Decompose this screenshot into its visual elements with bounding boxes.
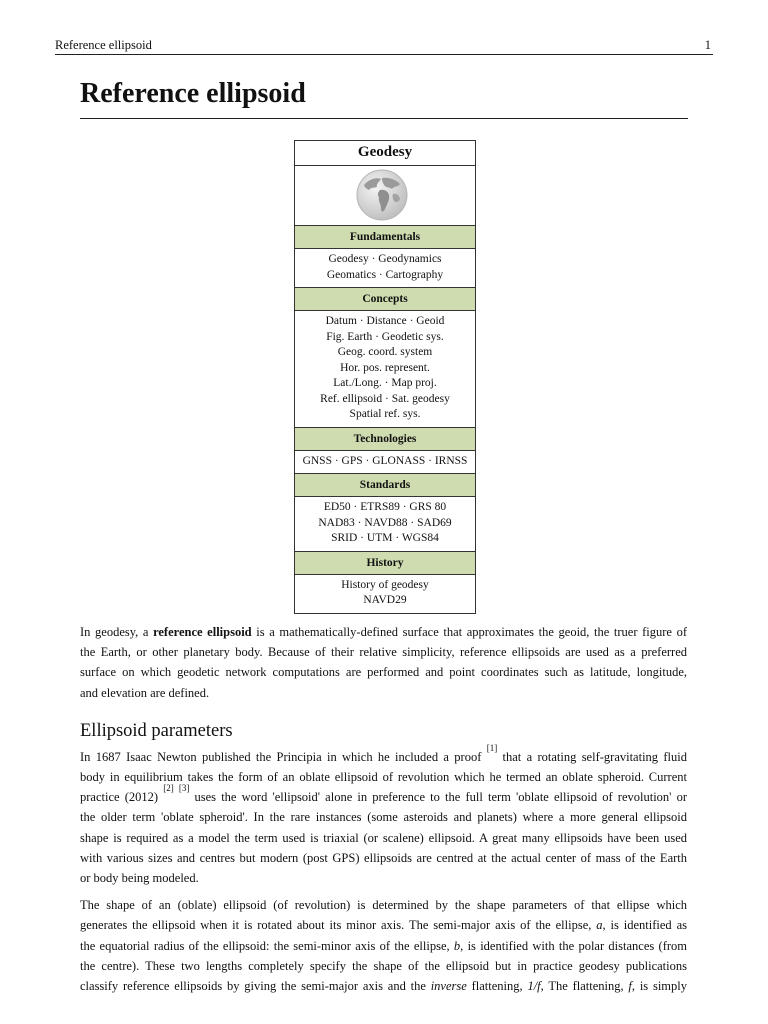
text-line (80, 915, 687, 935)
text-line: shape is required as a model the term used is triaxial (or scalene) ellipsoid. A great many ellipsoids have been used (80, 830, 687, 845)
text-run: flattening, (466, 979, 528, 994)
infobox-section-heading-technologies: Technologies (295, 428, 475, 451)
text-run: , The flattening, (540, 979, 629, 994)
paragraph (80, 742, 687, 888)
page-number: 1 (704, 38, 711, 52)
text-run: uses the word 'ellipsoid' alone in preference to the full term 'oblate ellipsoid of revolution' or (189, 790, 687, 805)
infobox-line[interactable]: Datum · Distance · Geoid (325, 315, 445, 327)
text-run: classify reference ellipsoids by giving the semi-major axis and the (80, 979, 431, 994)
infobox-section-body-technologies (295, 451, 475, 475)
text-run: , is identified as (602, 918, 687, 933)
citation-link[interactable]: [3] (178, 783, 190, 794)
text-line (80, 936, 687, 956)
infobox-line[interactable]: ED50 · ETRS89 · GRS 80 (323, 501, 447, 513)
paragraph (80, 895, 687, 996)
text-line: body in equilibrium takes the form of an oblate ellipsoid of revolution which he termed an oblate spheroid. Current (80, 770, 687, 785)
infobox-title: Geodesy (295, 141, 475, 166)
running-head (55, 38, 713, 55)
article-body (80, 622, 687, 1003)
geodesy-infobox (294, 140, 476, 614)
text-run: In geodesy, a (80, 625, 154, 639)
running-head-title: Reference ellipsoid (55, 38, 152, 52)
infobox-line[interactable]: Ref. ellipsoid · Sat. geodesy (320, 392, 450, 405)
text-line: or body being modeled. (80, 871, 199, 886)
text-run: , is identified with the polar distances (from (460, 938, 687, 953)
infobox-line[interactable]: GNSS · GPS · GLONASS · IRNSS (302, 454, 468, 467)
text-line: The shape of an (oblate) ellipsoid (of revolution) is determined by the shape parameters of that ellipse which (80, 898, 687, 913)
math-variable: f (628, 979, 632, 994)
section-heading: Ellipsoid parameters (80, 720, 233, 741)
math-variable: b (453, 938, 461, 953)
infobox-section-body-history (295, 575, 475, 613)
infobox-line[interactable]: Lat./Long. · Map proj. (333, 377, 437, 389)
infobox-line[interactable]: Hor. pos. represent. (340, 361, 430, 374)
infobox-line[interactable]: Fig. Earth · Geodetic sys. (326, 330, 444, 343)
infobox-section-body-fundamentals (295, 249, 475, 288)
text-line: and elevation are defined. (80, 685, 210, 700)
text-line (80, 742, 687, 767)
text-run: generates the ellipsoid when it is rotated about its minor axis. The semi-major axis of the ellipse, (80, 918, 597, 933)
infobox-line[interactable]: Geodesy · Geodynamics (328, 253, 442, 265)
infobox-line[interactable]: Geog. coord. system (337, 346, 433, 358)
infobox-line[interactable]: Geomatics · Cartography (326, 268, 444, 281)
infobox-section-heading-concepts: Concepts (295, 288, 475, 311)
infobox-line[interactable]: History of geodesy (341, 578, 429, 591)
math-variable: a (596, 918, 603, 933)
page-title: Reference ellipsoid (80, 78, 688, 119)
text-line (80, 976, 687, 996)
globe-icon (355, 168, 409, 222)
citation-link[interactable]: [2] (163, 783, 174, 794)
infobox-image (295, 166, 475, 226)
text-run: is a mathematically-defined surface that approximates the geoid, the truer figure of (251, 625, 687, 639)
math-variable: 1/f (527, 979, 541, 994)
citation-link[interactable]: [1] (486, 742, 498, 753)
text-run: that a rotating self-gravitating fluid (497, 749, 687, 764)
infobox-line[interactable]: NAD83 · NAVD88 · SAD69 (318, 516, 452, 529)
text-line: with various sizes and centres but modern (post GPS) ellipsoids are centred at the actual center of mass of the Earth (80, 850, 687, 865)
infobox-section-heading-fundamentals: Fundamentals (295, 226, 475, 249)
infobox-section-body-concepts (295, 311, 475, 428)
intro-paragraph (80, 622, 687, 703)
text-run: , is simply (631, 979, 688, 994)
text-line: the older term 'oblate spheroid'. In the rare instances (some asteroids and planets) where a more general ellipsoid (80, 810, 687, 825)
bold-term: reference ellipsoid (153, 625, 252, 639)
text-run: In 1687 Isaac Newton published the Principia in which he included a proof (80, 749, 487, 764)
infobox-section-heading-standards: Standards (295, 474, 475, 497)
infobox-section-heading-history: History (295, 552, 475, 575)
text-run: the equatorial radius of the ellipsoid: the semi-minor axis of the ellipse, (80, 938, 454, 953)
infobox-line[interactable]: NAVD29 (363, 594, 407, 606)
text-line: surface on which geodetic network computations are performed and point coordinates such as latitude, longitude, (80, 665, 687, 680)
text-run: practice (2012) (80, 790, 164, 805)
text-line (80, 622, 687, 642)
emphasis: inverse (430, 979, 467, 994)
text-line (80, 783, 687, 807)
text-line: the Earth, or other planetary body. Because of their relative simplicity, reference ellipsoids are used as a preferred (80, 645, 687, 660)
text-line: the centre). These two lengths completely specify the shape of the ellipsoid but in practice geodesy publications (80, 958, 687, 973)
infobox-section-body-standards (295, 497, 475, 552)
infobox-line[interactable]: SRID · UTM · WGS84 (331, 532, 439, 544)
infobox-line[interactable]: Spatial ref. sys. (349, 408, 421, 420)
